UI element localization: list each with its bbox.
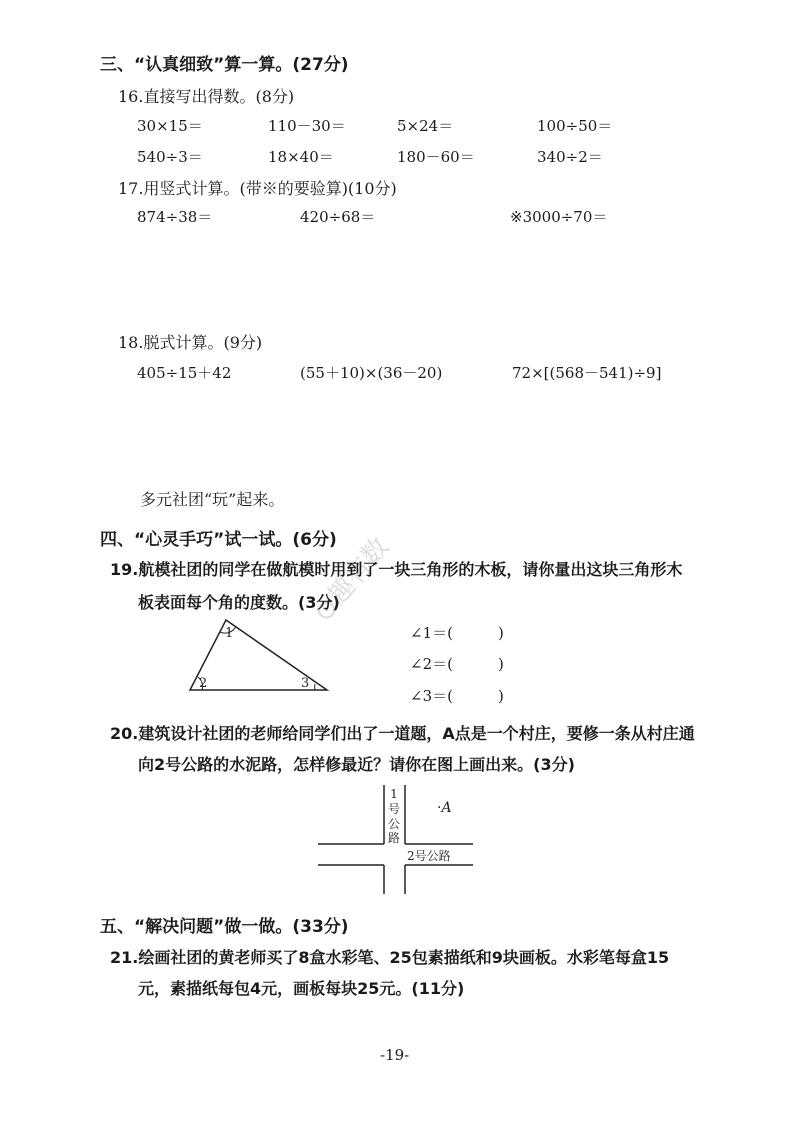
q18-item: 72×[(568－541)÷9]: [512, 364, 662, 382]
q17-item: 420÷68＝: [300, 208, 376, 226]
q16-item: 180－60＝: [397, 148, 475, 166]
q18-title: 18.脱式计算。(9分): [118, 333, 263, 352]
q21-text-line1: 21.绘画社团的黄老师买了8盒水彩笔、25包素描纸和9块画板。水彩笔每盒15: [110, 948, 670, 967]
section-4-title: 四、“心灵手巧”试一试。(6分): [100, 530, 337, 550]
road-1-label-char: 路: [387, 831, 401, 845]
village-point-a: ·A: [437, 800, 452, 816]
q19-text-line1: 19.航模社团的同学在做航模时用到了一块三角形的木板，请你量出这块三角形木: [110, 560, 683, 579]
section-3-title: 三、“认真细致”算一算。(27分): [100, 55, 349, 75]
subtitle: 多元社团“玩”起来。: [140, 490, 285, 509]
vertex-label-2: 2: [199, 676, 208, 691]
vertex-label-1: 1: [225, 626, 234, 641]
angle-2-answer: ∠2＝( ): [410, 655, 504, 673]
q20-text-line2: 向2号公路的水泥路，怎样修最近？请你在图上画出来。(3分): [138, 755, 575, 774]
q18-item: 405÷15＋42: [137, 364, 232, 382]
q18-item: (55＋10)×(36－20): [300, 364, 443, 382]
page-number: -19-: [380, 1046, 410, 1064]
q16-item: 5×24＝: [397, 117, 454, 135]
q16-item: 100÷50＝: [537, 117, 613, 135]
q20-text-line1: 20.建筑设计社团的老师给同学们出了一道题，A点是一个村庄，要修一条从村庄通: [110, 724, 695, 743]
q16-item: 30×15＝: [137, 117, 203, 135]
q19-text-line2: 板表面每个角的度数。(3分): [138, 593, 340, 612]
triangle-figure: [185, 615, 335, 695]
section-5-title: 五、“解决问题”做一做。(33分): [100, 917, 349, 937]
angle-1-answer: ∠1＝( ): [410, 624, 504, 642]
q17-item: 874÷38＝: [137, 208, 213, 226]
q16-title: 16.直接写出得数。(8分): [118, 87, 295, 106]
q17-item: ※3000÷70＝: [510, 208, 608, 226]
q16-item: 540÷3＝: [137, 148, 203, 166]
q17-title: 17.用竖式计算。(带※的要验算)(10分): [118, 179, 397, 198]
road-1-label-char: 公: [387, 817, 401, 831]
vertex-label-3: 3: [301, 676, 310, 691]
road-1-label-char: 1: [390, 787, 398, 801]
road-map-figure: [315, 782, 475, 897]
road-2-label: 2号公路: [407, 849, 451, 863]
q16-item: 18×40＝: [268, 148, 334, 166]
watermark: ⊙趣有数: [308, 532, 396, 628]
q16-item: 340÷2＝: [537, 148, 603, 166]
angle-3-answer: ∠3＝( ): [410, 687, 504, 705]
road-1-label-char: 号: [387, 802, 401, 816]
q21-text-line2: 元，素描纸每包4元，画板每块25元。(11分): [138, 979, 465, 998]
q16-item: 110－30＝: [268, 117, 346, 135]
